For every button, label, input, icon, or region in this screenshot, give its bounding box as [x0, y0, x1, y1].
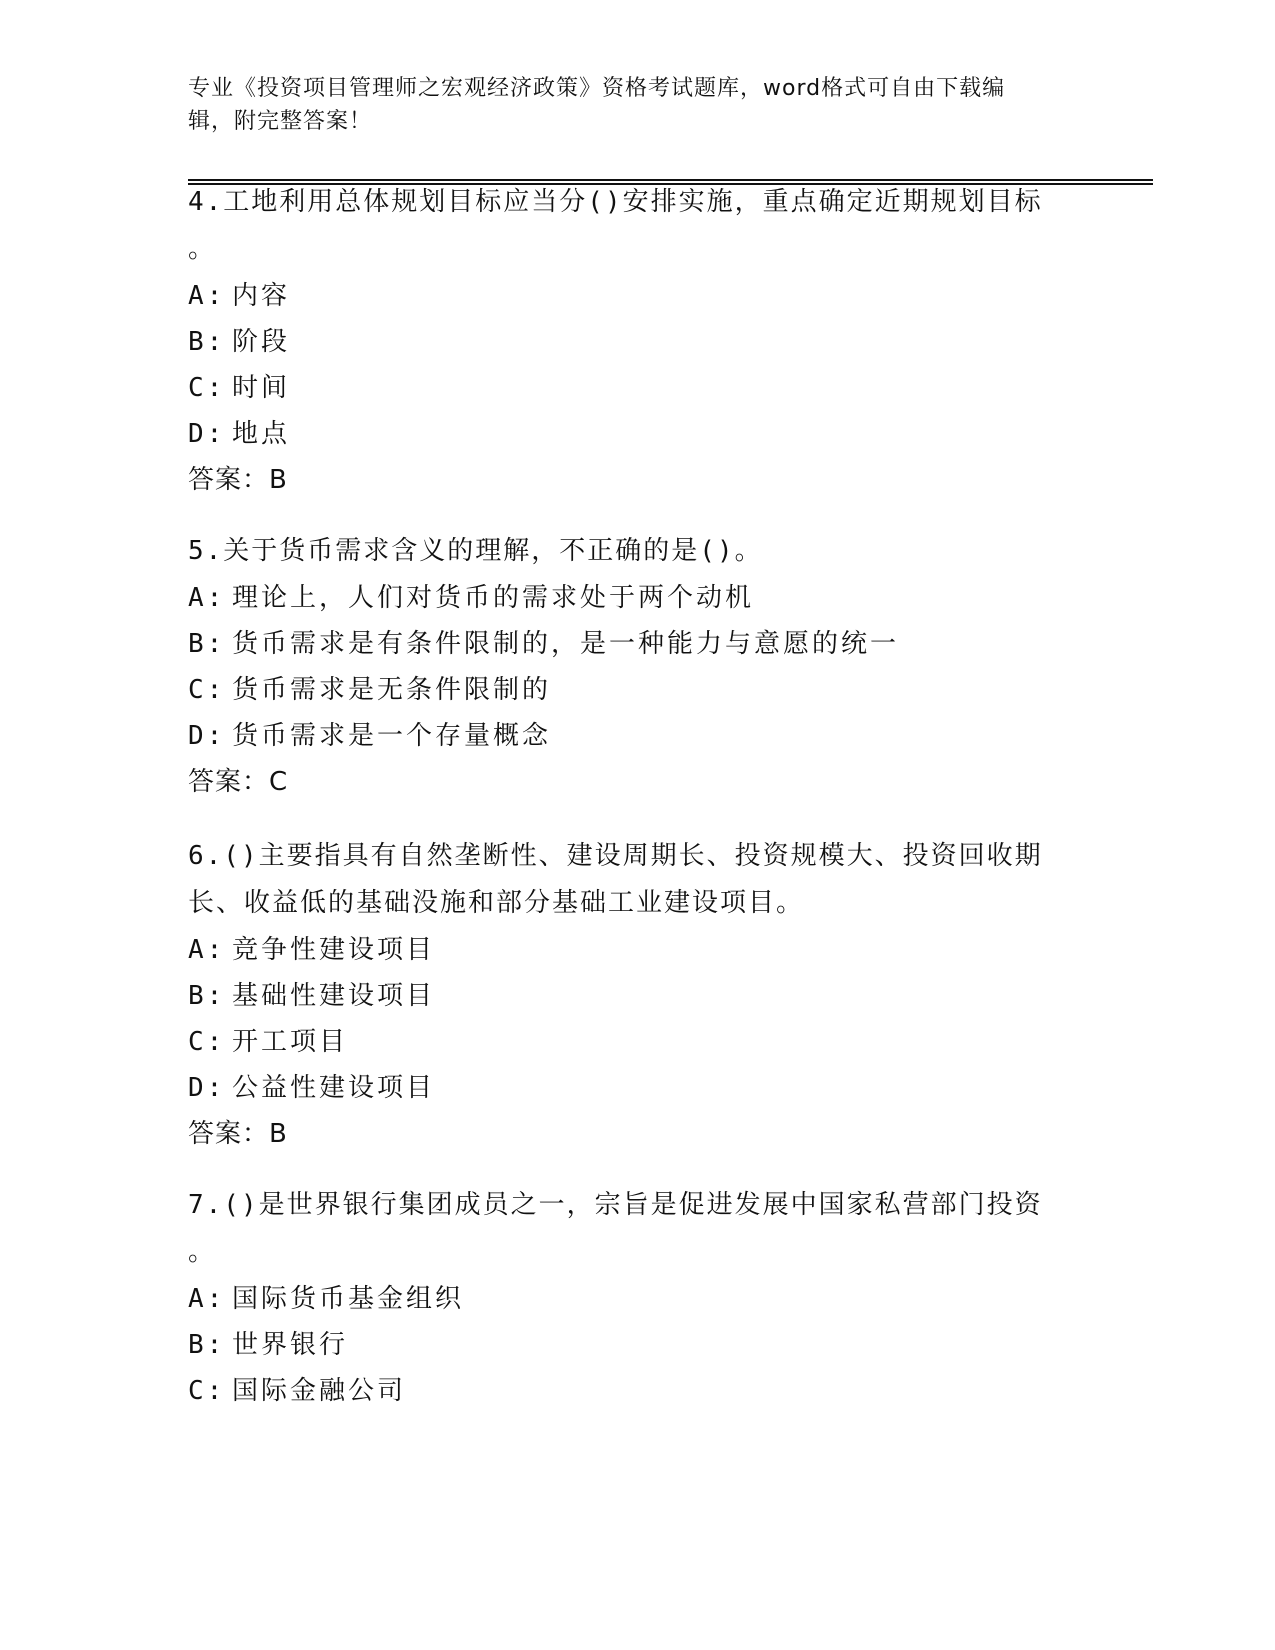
- option-label: C:: [188, 373, 226, 403]
- option-label: D:: [188, 1073, 226, 1103]
- option-a: [188, 575, 1088, 621]
- option-text: 内容: [232, 281, 291, 311]
- option-label: C:: [188, 1027, 226, 1057]
- option-c: [188, 1019, 1088, 1065]
- question-stem-line-2: 。: [188, 234, 217, 264]
- question-stem-line-1: 5.关于货币需求含义的理解，不正确的是()。: [188, 536, 763, 566]
- option-c: [188, 1368, 1088, 1414]
- option-text: 竞争性建设项目: [232, 935, 436, 965]
- option-c: [188, 667, 1088, 713]
- option-text: 货币需求是有条件限制的，是一种能力与意愿的统一: [232, 629, 900, 659]
- option-c: [188, 365, 1088, 411]
- option-text: 时间: [232, 373, 291, 403]
- option-label: D:: [188, 419, 226, 449]
- header-line-2: 辑，附完整答案！: [188, 109, 373, 134]
- question-stem-line-2: 长、收益低的基础没施和部分基础工业建设项目。: [188, 888, 805, 918]
- option-label: B:: [188, 1330, 226, 1360]
- option-text: 货币需求是无条件限制的: [232, 675, 552, 705]
- option-a: [188, 273, 1088, 319]
- option-label: A:: [188, 935, 226, 965]
- question-5: [188, 528, 1088, 805]
- option-text: 国际货币基金组织: [232, 1284, 465, 1314]
- option-d: [188, 1065, 1088, 1111]
- question-stem-line-1: 7.()是世界银行集团成员之一，宗旨是促进发展中国家私营部门投资: [188, 1190, 1043, 1220]
- option-a: [188, 1276, 1088, 1322]
- question-7: [188, 1182, 1088, 1414]
- question-stem-line-1: 4.工地利用总体规划目标应当分()安排实施，重点确定近期规划目标: [188, 187, 1043, 217]
- option-text: 国际金融公司: [232, 1376, 407, 1406]
- answer: 答案：C: [188, 767, 289, 797]
- option-label: B:: [188, 327, 226, 357]
- option-a: [188, 927, 1088, 973]
- question-6: [188, 833, 1088, 1157]
- option-label: A:: [188, 583, 226, 613]
- option-b: [188, 973, 1088, 1019]
- question-4: [188, 179, 1088, 503]
- option-text: 开工项目: [232, 1027, 349, 1057]
- question-stem-line-2: 。: [188, 1237, 217, 1267]
- answer: 答案：B: [188, 1119, 288, 1149]
- option-label: A:: [188, 1284, 226, 1314]
- option-text: 基础性建设项目: [232, 981, 436, 1011]
- option-text: 地点: [232, 419, 291, 449]
- option-label: C:: [188, 675, 226, 705]
- option-text: 理论上，人们对货币的需求处于两个动机: [232, 583, 755, 613]
- question-stem-line-1: 6.()主要指具有自然垄断性、建设周期长、投资规模大、投资回收期: [188, 841, 1043, 871]
- option-d: [188, 411, 1088, 457]
- option-b: [188, 621, 1088, 667]
- option-d: [188, 713, 1088, 759]
- option-label: B:: [188, 629, 226, 659]
- option-label: D:: [188, 721, 226, 751]
- option-text: 货币需求是一个存量概念: [232, 721, 552, 751]
- answer: 答案：B: [188, 465, 288, 495]
- document-header: [188, 72, 1088, 138]
- option-label: A:: [188, 281, 226, 311]
- option-text: 公益性建设项目: [232, 1073, 436, 1103]
- option-b: [188, 1322, 1088, 1368]
- option-label: C:: [188, 1376, 226, 1406]
- option-text: 世界银行: [232, 1330, 349, 1360]
- option-b: [188, 319, 1088, 365]
- option-text: 阶段: [232, 327, 291, 357]
- header-line-1: 专业《投资项目管理师之宏观经济政策》资格考试题库，word格式可自由下载编: [188, 76, 1006, 101]
- option-label: B:: [188, 981, 226, 1011]
